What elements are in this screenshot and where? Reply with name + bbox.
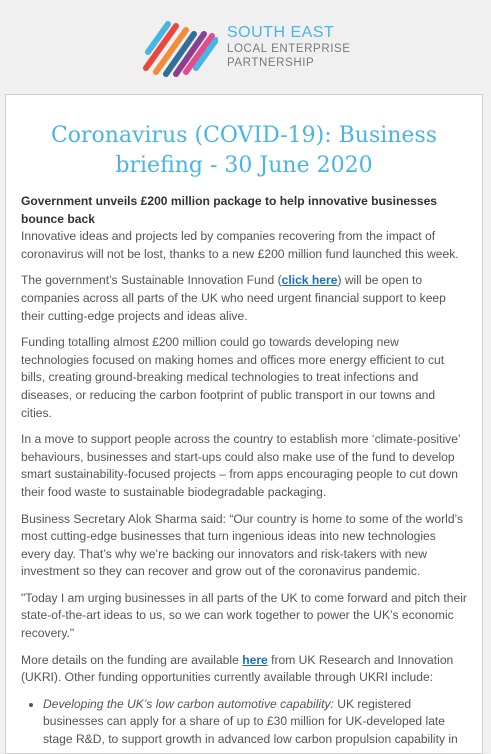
logo-text — [227, 24, 351, 70]
paragraph-2-before: The government’s Sustainable Innovation Fund ( — [21, 273, 282, 288]
paragraph-7 — [21, 652, 468, 687]
paragraph-7-after: from UK Research and Innovation (UKRI). Other funding opportunities currently available through UKRI include: — [21, 652, 454, 685]
funding-list — [21, 696, 468, 749]
paragraph-1-text: Innovative ideas and projects led by companies recovering from the impact of coronavirus will not be lost, thanks to a new £200 million fund launched this week. — [21, 229, 459, 261]
page-title: Coronavirus (COVID-19): Business briefing - 30 June 2020 — [50, 123, 438, 178]
paragraph-7-before: More details on the funding are available — [21, 652, 243, 667]
lep-logo-icon — [142, 12, 218, 78]
list-item-text: UK registered businesses can apply for a share of up to £30 million for UK-developed late stage R&D, to support growth in advanced low carbon propulsion capability in — [43, 696, 458, 747]
headline: Government unveils £200 million package to help innovative businesses bounce back — [21, 194, 438, 226]
paragraph-2-after: ) will be open to companies across all parts of the UK who need urgent financial support to keep their cutting-edge projects and ideas alive. — [21, 273, 446, 323]
paragraph-2 — [21, 272, 468, 325]
logo-line-2: LOCAL ENTERPRISE — [227, 43, 351, 55]
paragraph-6: "Today I am urging businesses in all parts of the UK to come forward and pitch their state-of-the-art ideas to us, so we can work together to power the UK’s economic recovery." — [21, 590, 467, 641]
paragraph-5: Business Secretary Alok Sharma said: “Our country is home to some of the world’s most cutting-edge businesses that turn ingenious ideas into new technologies every day. That’s why we’re backing our innovators and risk-takers with new investment so they can recover and grow out of the coronavirus pandemic. — [21, 511, 464, 579]
list-item — [43, 696, 468, 749]
paragraph-4: In a move to support people across the country to establish more ‘climate-positive’ behaviours, businesses and start-ups could also make use of the fund to develop smart sustainability-focused projects – from apps encouraging people to cut down their food waste to sustainable biodegradable packaging. — [21, 432, 461, 499]
article-body — [21, 193, 468, 749]
paragraph-3: Funding totalling almost £200 million could go towards developing new technologies focused on making homes and offices more energy efficient to cut bills, creating ground-breaking medical technologies to treat infections and diseases, or reducing the carbon footprint of public transport in our towns and cities. — [21, 335, 445, 420]
list-item-title: Developing the UK’s low carbon automotive capability: — [43, 696, 334, 711]
logo-line-1: SOUTH EAST — [227, 24, 335, 41]
here-link[interactable]: here — [242, 652, 268, 667]
paragraph-intro — [21, 193, 468, 263]
click-here-link[interactable]: click here — [281, 273, 338, 288]
logo-line-3: PARTNERSHIP — [227, 57, 315, 69]
header — [0, 0, 491, 92]
email-card — [5, 94, 483, 754]
